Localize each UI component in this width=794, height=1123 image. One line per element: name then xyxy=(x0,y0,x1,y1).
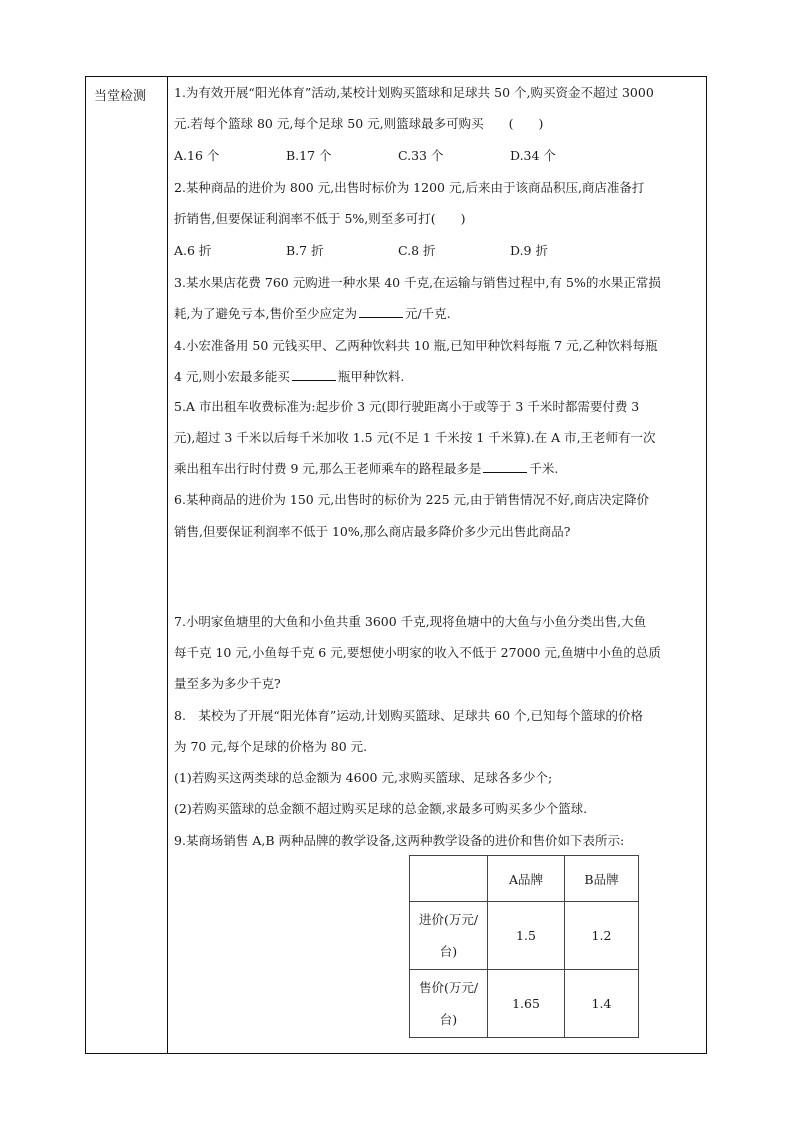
q1-option-b: B.17 个 xyxy=(286,148,332,163)
q5-line3-text: 乘出租车出行时付费 9 元,那么王老师乘车的路程最多是 xyxy=(174,461,482,476)
q1-line1: 1.为有效开展“阳光体育”活动,某校计划购买篮球和足球共 50 个,购买资金不超过 3000 xyxy=(174,85,654,100)
row-head-price-line2: 台) xyxy=(439,1011,458,1027)
q3-answer-blank[interactable] xyxy=(359,305,403,318)
row-head-price xyxy=(410,970,488,1038)
q1-option-c: C.33 个 xyxy=(398,148,444,163)
q3-line2-unit: 元/千克. xyxy=(404,306,451,321)
q5-line3-unit: 千米. xyxy=(529,461,559,476)
questions-area xyxy=(169,77,706,1053)
q7-line3: 量至多为多少千克? xyxy=(174,676,281,691)
q1-line2: 元.若每个篮球 80 元,每个足球 50 元,则篮球最多可购买 ( ) xyxy=(174,116,544,131)
price-table-header-row xyxy=(410,856,639,902)
q8-line2: 为 70 元,每个足球的价格为 80 元. xyxy=(174,739,368,754)
cost-b-cell: 1.2 xyxy=(565,902,639,970)
table-row xyxy=(410,902,639,970)
q4-line2-text: 4 元,则小宏最多能买 xyxy=(174,369,290,384)
q8-line1: 8. 某校为了开展“阳光体育”运动,计划购买篮球、足球共 60 个,已知每个篮球的价格 xyxy=(174,708,644,723)
q4-answer-blank[interactable] xyxy=(292,368,336,381)
price-table xyxy=(409,855,639,1038)
row-head-cost-line1: 进价(万元/ xyxy=(418,911,479,927)
price-b-cell: 1.4 xyxy=(565,970,639,1038)
q1-option-d: D.34 个 xyxy=(510,148,556,163)
row-head-price-line1: 售价(万元/ xyxy=(418,979,479,995)
q2-option-c: C.8 折 xyxy=(398,243,436,258)
q4-line2-unit: 瓶甲种饮料. xyxy=(337,369,405,384)
label-column xyxy=(86,77,168,1053)
q5-line3 xyxy=(174,460,558,478)
q8-sub2: (2)若购买篮球的总金额不超过购买足球的总金额,求最多可购买多少个篮球. xyxy=(174,801,588,816)
q4-line1: 4.小宏准备用 50 元钱买甲、乙两种饮料共 10 瓶,已知甲种饮料每瓶 7 元,乙种饮料每瓶 xyxy=(174,338,658,353)
worksheet-table xyxy=(85,76,707,1054)
price-a-cell: 1.65 xyxy=(488,970,565,1038)
table-corner-cell xyxy=(410,856,488,902)
q7-line2: 每千克 10 元,小鱼每千克 6 元,要想使小明家的收入不低于 27000 元,鱼塘中小鱼的总质 xyxy=(174,645,661,660)
table-header-a: A品牌 xyxy=(488,856,565,902)
q8-sub1: (1)若购买这两类球的总金额为 4600 元,求购买篮球、足球各多少个; xyxy=(174,770,553,785)
row-head-cost-line2: 台) xyxy=(439,943,458,959)
q2-option-b: B.7 折 xyxy=(286,243,324,258)
q2-line2: 折销售,但要保证利润率不低于 5%,则至多可打( ) xyxy=(174,211,466,226)
q6-line2: 销售,但要保证利润率不低于 10%,那么商店最多降价多少元出售此商品? xyxy=(174,524,571,539)
q7-line1: 7.小明家鱼塘里的大鱼和小鱼共重 3600 千克,现将鱼塘中的大鱼与小鱼分类出售,大鱼 xyxy=(174,614,647,629)
table-header-b: B品牌 xyxy=(565,856,639,902)
row-head-cost xyxy=(410,902,488,970)
q6-line1: 6.某种商品的进价为 150 元,出售时的标价为 225 元,由于销售情况不好,商店决定降价 xyxy=(174,492,649,507)
q2-line1: 2.某种商品的进价为 800 元,出售时标价为 1200 元,后来由于该商品积压,商店准备打 xyxy=(174,180,645,195)
cost-a-cell: 1.5 xyxy=(488,902,565,970)
q3-line2 xyxy=(174,305,451,323)
q9-line1: 9.某商场销售 A,B 两种品牌的教学设备,这两种教学设备的进价和售价如下表所示: xyxy=(174,833,625,848)
q5-line1: 5.A 市出租车收费标准为:起步价 3 元(即行驶距离小于或等于 3 千米时都需要付费 3 xyxy=(174,399,640,414)
q3-line2-text: 耗,为了避免亏本,售价至少应定为 xyxy=(174,306,357,321)
q1-option-a: A.16 个 xyxy=(174,148,220,163)
q4-line2 xyxy=(174,368,404,386)
q2-option-a: A.6 折 xyxy=(174,243,212,258)
q5-line2: 元),超过 3 千米以后每千米加收 1.5 元(不足 1 千米按 1 千米算).在 A 市,王老师有一次 xyxy=(174,430,656,445)
q3-line1: 3.某水果店花费 760 元购进一种水果 40 千克,在运输与销售过程中,有 5%的水果正常损 xyxy=(174,275,661,290)
q2-option-d: D.9 折 xyxy=(510,243,548,258)
section-label: 当堂检测 xyxy=(94,89,147,104)
q5-answer-blank[interactable] xyxy=(483,460,527,473)
table-row xyxy=(410,970,639,1038)
